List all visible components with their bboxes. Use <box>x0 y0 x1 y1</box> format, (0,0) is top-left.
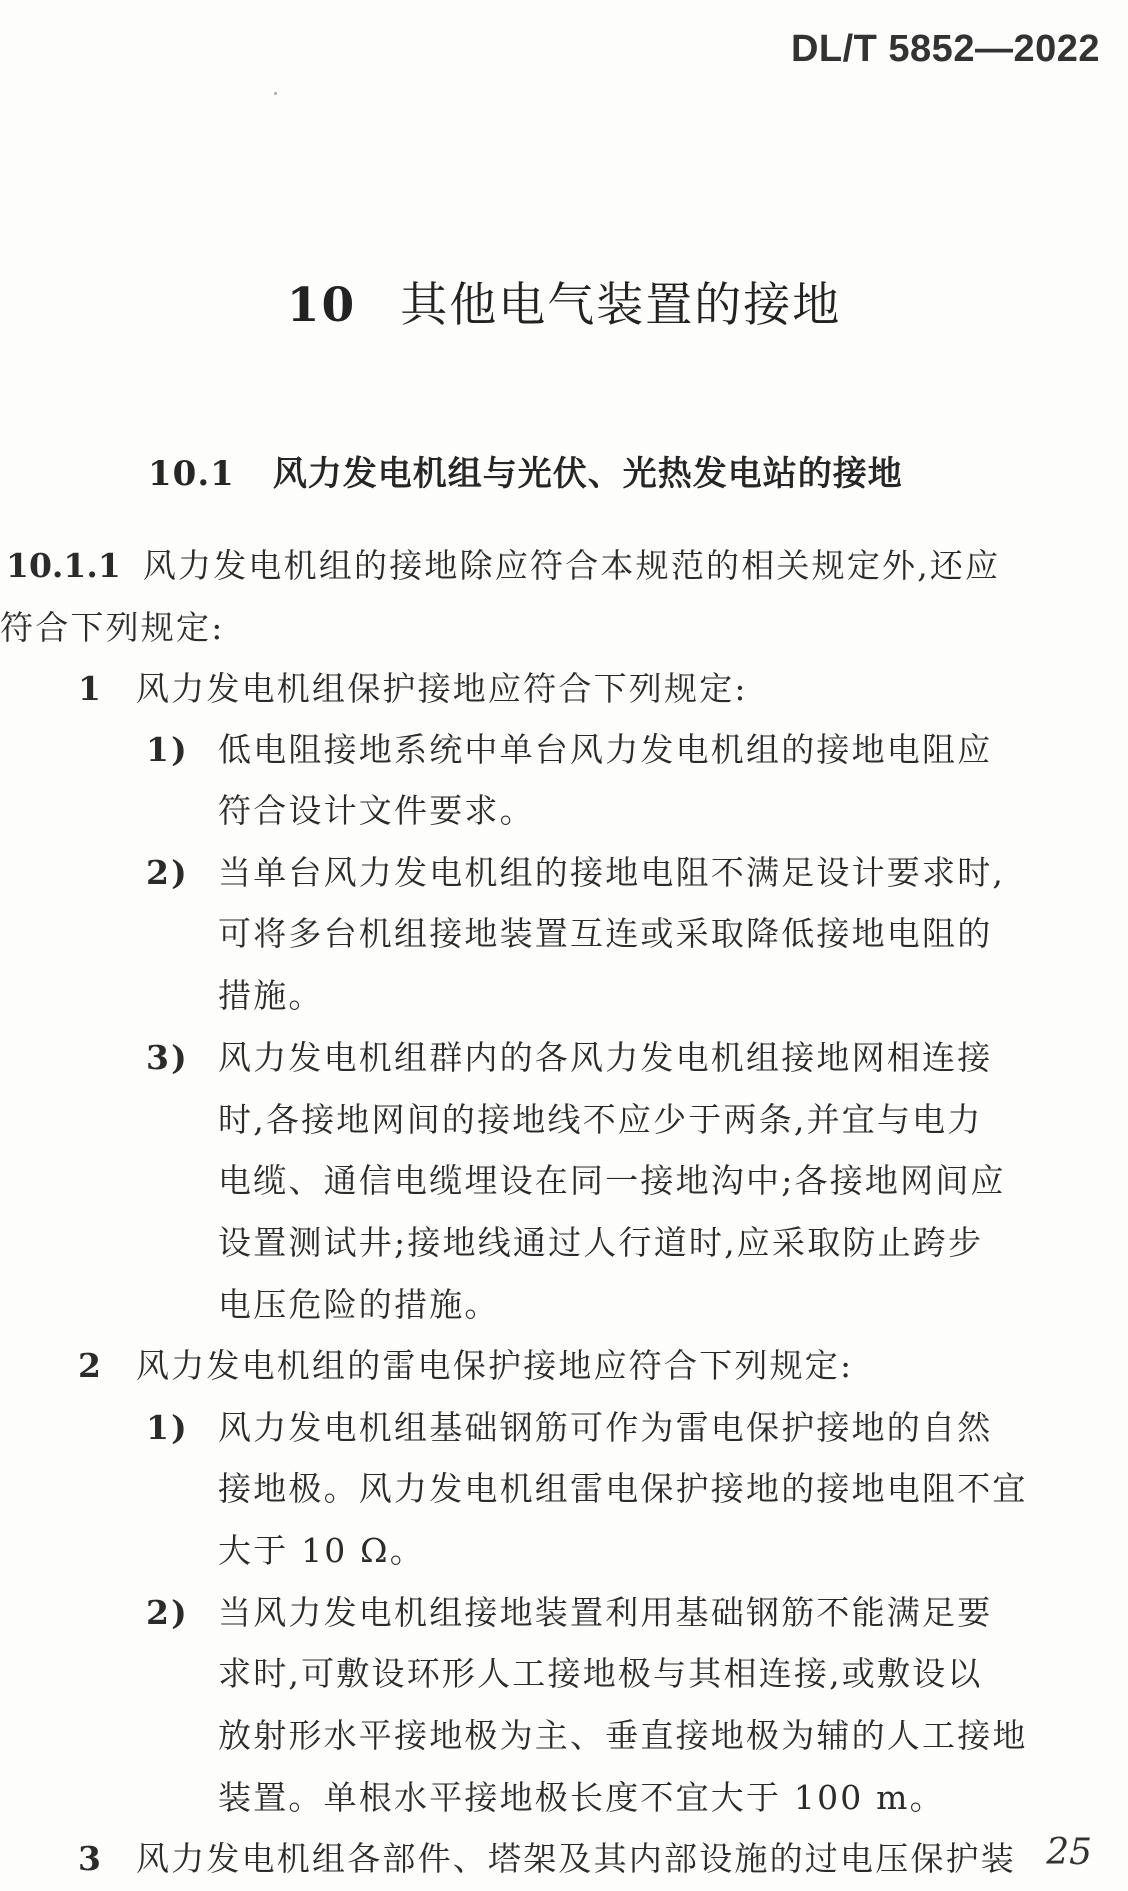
clause-line-2: 符合下列规定: <box>0 608 225 647</box>
subitem-number: 2) <box>146 1593 189 1632</box>
chapter-heading <box>0 268 1128 335</box>
subitem-continuation: 求时,可敷设环形人工接地极与其相连接,或敷设以 <box>218 1654 983 1693</box>
subitem-number: 2) <box>146 853 189 892</box>
subitem-continuation: 设置测试井;接地线通过人行道时,应采取防止跨步 <box>218 1223 984 1262</box>
page-number: 25 <box>1046 1832 1092 1873</box>
subitem-continuation: 电压危险的措施。 <box>218 1285 500 1324</box>
subitem-line <box>146 724 992 771</box>
item-number: 3 <box>78 1839 104 1878</box>
item-text: 风力发电机组保护接地应符合下列规定: <box>136 669 748 708</box>
subitem-continuation: 大于 10 Ω。 <box>218 1531 425 1570</box>
subitem-continuation: 措施。 <box>218 976 324 1015</box>
chapter-number: 10 <box>286 278 357 333</box>
subitem-continuation: 电缆、通信电缆埋设在同一接地沟中;各接地网间应 <box>218 1161 1006 1200</box>
item-1 <box>78 663 748 710</box>
clause-text-1: 风力发电机组的接地除应符合本规范的相关规定外,还应 <box>142 546 1001 585</box>
subitem-line <box>146 847 1005 894</box>
chapter-title: 其他电气装置的接地 <box>400 278 842 333</box>
subitem-continuation: 接地极。风力发电机组雷电保护接地的接地电阻不宜 <box>218 1469 1028 1508</box>
subitem-text: 低电阻接地系统中单台风力发电机组的接地电阻应 <box>218 730 993 769</box>
subitem-number: 1) <box>146 730 189 769</box>
item-number: 2 <box>78 1346 104 1385</box>
subitem-number: 1) <box>146 1408 189 1447</box>
section-title: 风力发电机组与光伏、光热发电站的接地 <box>272 454 903 494</box>
item-number: 1 <box>78 669 104 708</box>
subitem-line <box>146 1402 992 1449</box>
item-2 <box>78 1340 853 1387</box>
subitem-continuation: 放射形水平接地极为主、垂直接地极为辅的人工接地 <box>218 1716 1028 1755</box>
standard-number: DL/T 5852—2022 <box>790 28 1100 70</box>
subitem-line <box>146 1587 992 1634</box>
subitem-text: 当单台风力发电机组的接地电阻不满足设计要求时, <box>218 853 1006 892</box>
item-text: 风力发电机组的雷电保护接地应符合下列规定: <box>136 1346 854 1385</box>
subitem-continuation: 时,各接地网间的接地线不应少于两条,并宜与电力 <box>218 1100 983 1139</box>
subitem-continuation: 装置。单根水平接地极长度不宜大于 100 m。 <box>218 1778 945 1817</box>
subitem-number: 3) <box>146 1038 189 1077</box>
clause-number: 10.1.1 <box>6 546 121 585</box>
subitem-continuation: 符合设计文件要求。 <box>218 791 535 830</box>
item-3 <box>78 1833 1016 1880</box>
subitem-text: 当风力发电机组接地装置利用基础钢筋不能满足要 <box>218 1593 993 1632</box>
subitem-continuation: 可将多台机组接地装置互连或采取降低接地电阻的 <box>218 914 993 953</box>
subitem-text: 风力发电机组群内的各风力发电机组接地网相连接 <box>218 1038 993 1077</box>
section-heading <box>148 446 903 495</box>
item-text: 风力发电机组各部件、塔架及其内部设施的过电压保护装 <box>136 1839 1016 1878</box>
subitem-line <box>146 1032 992 1079</box>
clause-line-1 <box>6 540 1000 587</box>
scan-speck <box>274 92 277 95</box>
section-number: 10.1 <box>148 454 235 494</box>
subitem-text: 风力发电机组基础钢筋可作为雷电保护接地的自然 <box>218 1408 993 1447</box>
